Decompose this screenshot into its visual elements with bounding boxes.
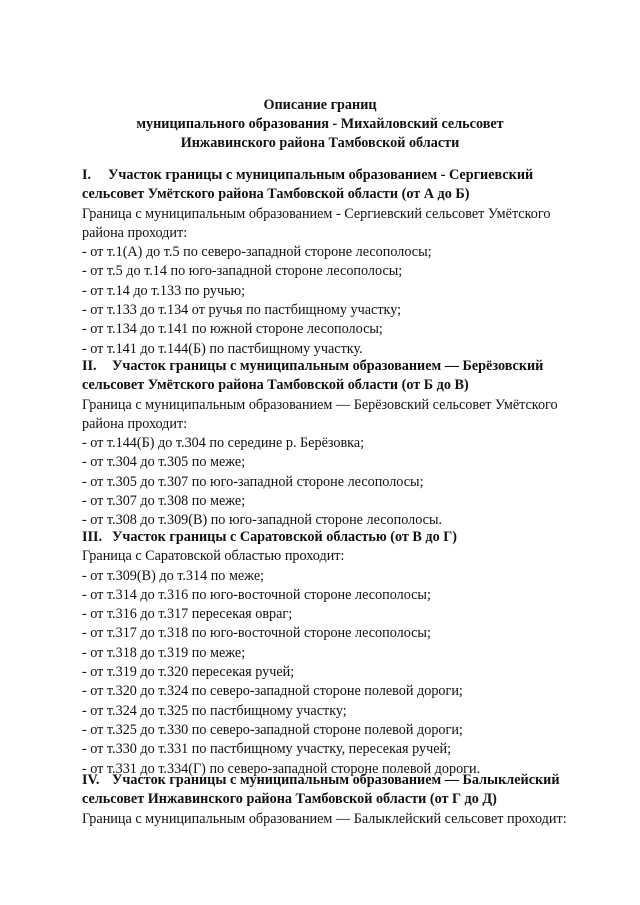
section-4 (82, 771, 622, 829)
section-intro-line-1: Граница с муниципальным образованием — Берёзовский сельсовет Умётского (82, 396, 558, 413)
section-heading-line-2: сельсовет Инжавинского района Тамбовской области (от Г до Д) (82, 791, 497, 808)
title-line-1: Описание границ (263, 97, 377, 113)
boundary-item: - от т.319 до т.320 пересекая ручей; (82, 664, 295, 681)
boundary-item: - от т.14 до т.133 по ручью; (82, 282, 246, 299)
boundary-item: - от т.331 до т.334(Г) по северо-западной стороне полевой дороги. (82, 760, 481, 777)
section-number: III. (82, 529, 103, 545)
section-intro-line-2: района проходит: (82, 415, 188, 432)
section-heading-line-1: Участок границы с муниципальным образованием — Балыклейский (112, 772, 560, 788)
boundary-item: - от т.330 до т.331 по пастбищному участку, пересекая ручей; (82, 741, 452, 758)
boundary-item: - от т.308 до т.309(В) по юго-западной стороне лесополосы. (82, 512, 443, 529)
title-line-3: Инжавинского района Тамбовской области (180, 135, 460, 151)
section-intro-line-1: Граница с Саратовской областью проходит: (82, 548, 345, 565)
document-title (0, 96, 640, 153)
section-number: I. (82, 167, 92, 183)
boundary-item: - от т.318 до т.319 по меже; (82, 644, 246, 661)
boundary-item: - от т.5 до т.14 по юго-западной стороне лесополосы; (82, 263, 403, 280)
section-heading (82, 357, 622, 376)
section-heading-line-2: сельсовет Умётского района Тамбовской области (от Б до В) (82, 377, 469, 394)
section-heading-line-1: Участок границы с муниципальным образованием — Берёзовский (112, 358, 544, 374)
boundary-item: - от т.325 до т.330 по северо-западной стороне полевой дороги; (82, 721, 463, 738)
boundary-item: - от т.307 до т.308 по меже; (82, 493, 246, 510)
boundary-item: - от т.1(А) до т.5 по северо-западной стороне лесополосы; (82, 244, 432, 261)
boundary-item: - от т.304 до т.305 по меже; (82, 454, 246, 471)
section-heading-line-2: сельсовет Умётского района Тамбовской области (от А до Б) (82, 186, 470, 203)
boundary-item: - от т.324 до т.325 по пастбищному участку; (82, 702, 347, 719)
section-heading (82, 528, 622, 547)
section-2 (82, 357, 622, 531)
section-heading (82, 771, 622, 790)
section-intro-line-1: Граница с муниципальным образованием — Балыклейский сельсовет проходит: (82, 810, 567, 827)
title-line-2: муниципального образования - Михайловский сельсовет (136, 116, 504, 132)
boundary-item: - от т.134 до т.141 по южной стороне лесополосы; (82, 321, 383, 338)
boundary-item: - от т.305 до т.307 по юго-западной стороне лесополосы; (82, 473, 424, 490)
section-number: IV. (82, 772, 100, 788)
section-intro-line-1: Граница с муниципальным образованием - Сергиевский сельсовет Умётского (82, 205, 551, 222)
section-number: II. (82, 358, 97, 374)
section-heading-line-1: Участок границы с муниципальным образованием - Сергиевский (108, 167, 534, 183)
section-intro-line-2: района проходит: (82, 224, 188, 241)
section-heading-line-1: Участок границы с Саратовской областью (от В до Г) (112, 529, 458, 545)
boundary-item: - от т.141 до т.144(Б) по пастбищному участку. (82, 340, 363, 357)
boundary-item: - от т.316 до т.317 пересекая овраг; (82, 606, 293, 623)
boundary-item: - от т.144(Б) до т.304 по середине р. Берёзовка; (82, 435, 365, 452)
section-1 (82, 166, 622, 359)
boundary-item: - от т.133 до т.134 от ручья по пастбищному участку; (82, 302, 402, 319)
section-heading (82, 166, 622, 185)
section-3 (82, 528, 622, 779)
boundary-item: - от т.320 до т.324 по северо-западной стороне полевой дороги; (82, 683, 463, 700)
boundary-item: - от т.317 до т.318 по юго-восточной стороне лесополосы; (82, 625, 431, 642)
boundary-item: - от т.314 до т.316 по юго-восточной стороне лесополосы; (82, 586, 431, 603)
boundary-item: - от т.309(В) до т.314 по меже; (82, 567, 265, 584)
